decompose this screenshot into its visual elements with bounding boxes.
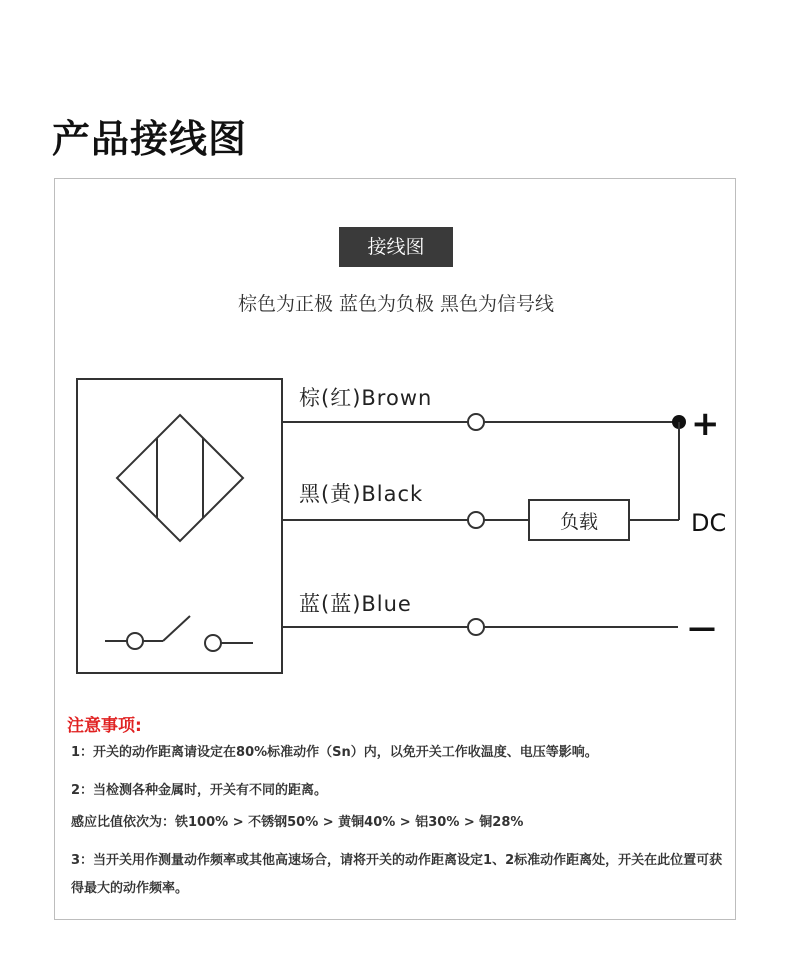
terminal-blue [468, 619, 484, 635]
terminal-brown [468, 414, 484, 430]
wire-label-black: 黑(黄)Black [299, 482, 424, 506]
minus-sign: — [688, 611, 716, 644]
page-title: 产品接线图 [52, 117, 248, 161]
terminal-black [468, 512, 484, 528]
dc-label: DC [691, 509, 727, 537]
note-item-2: 2：当检测各种金属时，开关有不同的距离。 [71, 783, 328, 798]
note-item-3: 3：当开关用作测量动作频率或其他高速场合，请将开关的动作距离设定1、2标准动作距离处，开关在此位置可获得最大的动作频率。 [71, 853, 723, 896]
load-label: 负载 [559, 511, 599, 533]
note-item-1: 1：开关的动作距离请设定在80%标准动作（Sn）内，以免开关工作收温度、电压等影响。 [71, 745, 598, 760]
wire-label-blue: 蓝(蓝)Blue [299, 592, 412, 616]
diagram-label: 接线图 [339, 227, 453, 267]
note-item-2-ratio: 感应比值依次为：铁100% > 不锈钢50% > 黄铜40% > 铝30% > 铜28% [71, 815, 524, 830]
switch-contact-icon [105, 616, 253, 651]
wire-label-brown: 棕(红)Brown [299, 386, 433, 410]
polarity-note: 棕色为正极 蓝色为负极 黑色为信号线 [237, 293, 555, 315]
sensor-box [77, 379, 282, 673]
sensor-symbol-icon [117, 415, 243, 541]
wiring-diagram-card [54, 178, 736, 920]
notes-title: 注意事项: [67, 716, 142, 736]
plus-sign: + [691, 404, 720, 444]
